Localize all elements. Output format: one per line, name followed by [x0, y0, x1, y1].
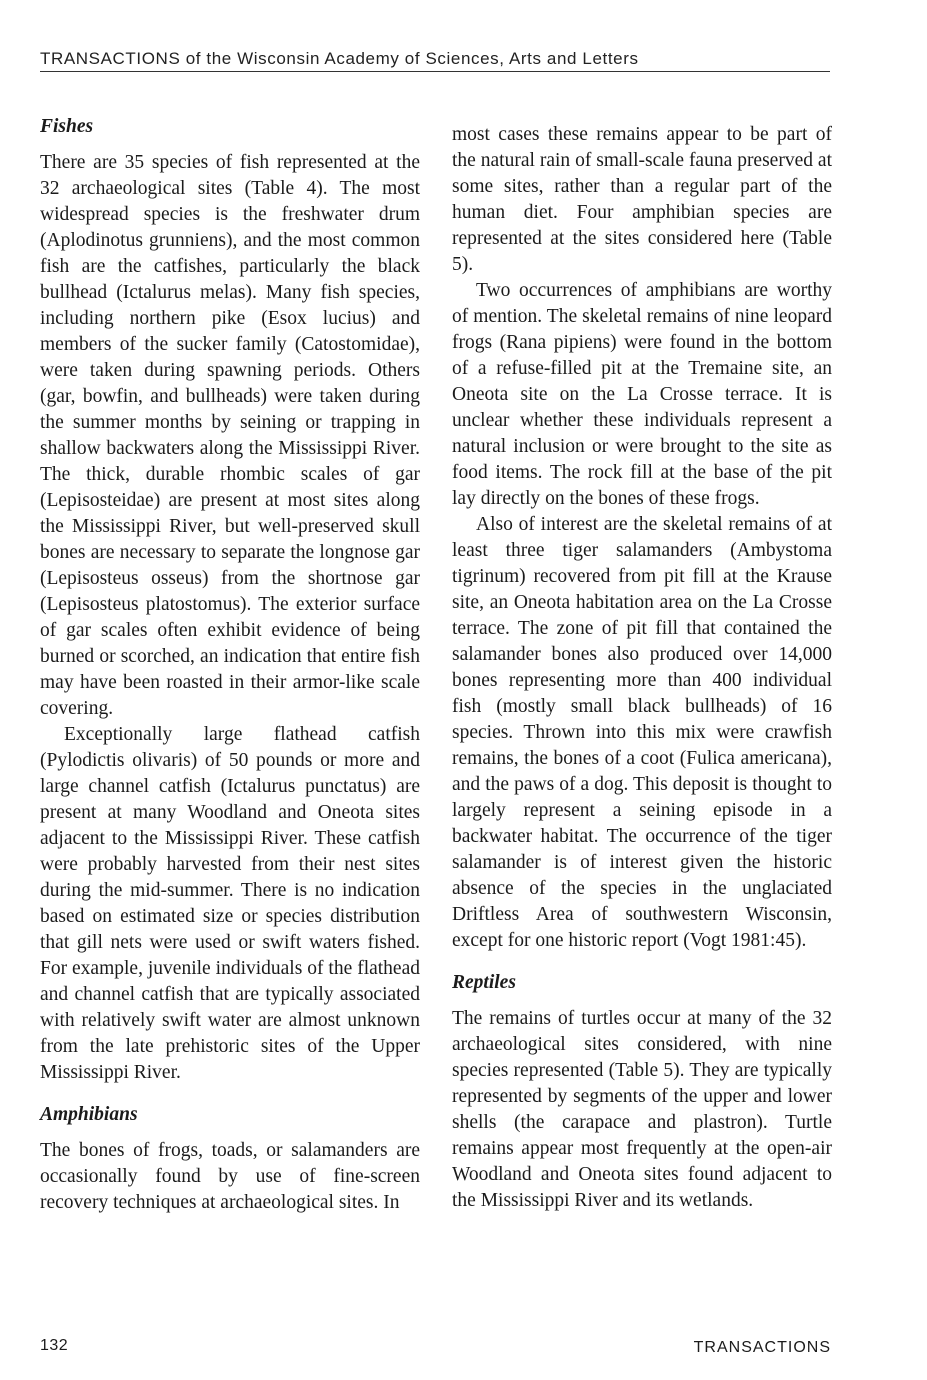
section-heading-amphibians: Amphibians	[40, 1104, 138, 1125]
amphibians-paragraph-1-continued: most cases these remains appear to be part of the natural rain of small-scale fauna preserved at some sites, rather than a regular part of the human diet. Four amphibian species are represented at the sites considered here (Table 5).	[452, 124, 832, 275]
amphibians-paragraph-2: Two occurrences of amphibians are worthy of mention. The skeletal remains of nine leopard frogs (Rana pipiens) were found in the bottom of a refuse-filled pit at the Tremaine site, an Oneota site on the La Crosse terrace. It is unclear whether these individuals represent a natural inclusion or were brought to the site as food items. The rock fill at the base of the pit lay directly on the bones of these frogs.	[452, 280, 832, 509]
section-heading-reptiles: Reptiles	[452, 972, 516, 993]
amphibians-paragraph-3: Also of interest are the skeletal remains of at least three tiger salamanders (Ambystoma tigrinum) recovered from pit fill at the Krause site, an Oneota habitation area on the La Crosse terrace. The zone of pit fill that contained the salamander bones also produced over 14,000 bones representing more than 400 individual fish (mostly small black bullheads) of 16 species. Thrown into this mix were crawfish remains, the bones of a coot (Fulica americana), and the paws of a dog. This deposit is thought to largely represent a seining episode in a backwater habitat. The occurrence of the tiger salamander is of interest given the historic absence of the species in the unglaciated Driftless Area of southwestern Wisconsin, except for one historic report (Vogt 1981:45).	[452, 514, 832, 951]
running-head: TRANSACTIONS of the Wisconsin Academy of Sciences, Arts and Letters	[40, 49, 830, 72]
page-number: 132	[40, 1337, 69, 1354]
reptiles-paragraph-1: The remains of turtles occur at many of the 32 archaeological sites considered, with nine species represented (Table 5). They are typically represented by segments of the upper and lower shells (the carapace and plastron). Turtle remains appear most frequently at the open-air Woodland and Oneota sites found adjacent to the Mississippi River and its wetlands.	[452, 1008, 832, 1211]
left-column	[40, 112, 420, 1216]
fishes-paragraph-1: There are 35 species of fish represented at the 32 archaeological sites (Table 4). The most widespread species is the freshwater drum (Aplodinotus grunniens), and the most common fish are the catfishes, particularly the black bullhead (Ictalurus melas). Many fish species, including northern pike (Esox lucius) and members of the sucker family (Catostomidae), were taken during spawning periods. Others (gar, bowfin, and bullheads) were taken during the summer months by seining or trapping in shallow backwaters along the Mississippi River. The thick, durable rhombic scales of gar (Lepisosteidae) are present at most sites along the Mississippi River, but well-preserved skull bones are necessary to separate the longnose gar (Lepisosteus osseus) from the shortnose gar (Lepisosteus platostomus). The exterior surface of gar scales often exhibit evidence of being burned or scorched, an indication that entire fish may have been roasted in their armor-like scale covering.	[40, 152, 420, 719]
amphibians-paragraph-1: The bones of frogs, toads, or salamanders are occasionally found by use of fine-screen recovery techniques at archaeological sites. In	[40, 1140, 420, 1213]
fishes-paragraph-2: Exceptionally large flathead catfish (Pylodictis olivaris) of 50 pounds or more and large channel catfish (Ictalurus punctatus) are present at many Woodland and Oneota sites adjacent to the Mississippi River. These catfish were probably harvested from their nest sites during the mid-summer. There is no indication based on estimated size or species distribution that gill nets were used or swift waters fished. For example, juvenile individuals of the flathead and channel catfish that are typically associated with relatively swift water are almost unknown from the late prehistoric sites of the Upper Mississippi River.	[40, 724, 420, 1083]
section-heading-fishes: Fishes	[40, 116, 94, 137]
right-column	[452, 122, 832, 1214]
journal-name-footer: TRANSACTIONS	[693, 1339, 831, 1356]
